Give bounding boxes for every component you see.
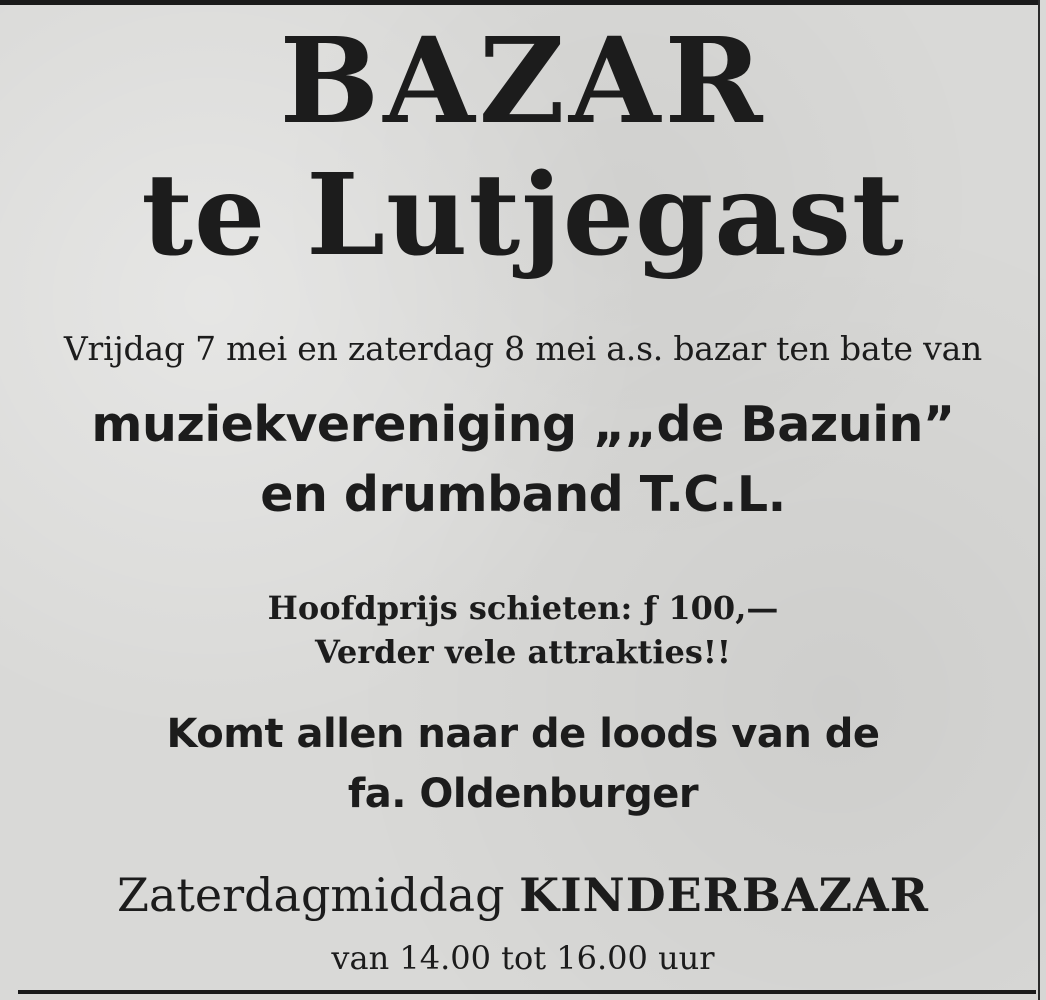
top-border-rule [0, 0, 1038, 5]
event-dates: Vrijdag 7 mei en zaterdag 8 mei a.s. bazar ten bate van [63, 329, 983, 368]
organization-drumband: en drumband T.C.L. [260, 466, 786, 523]
attractions: Verder vele attrakties!! [315, 633, 731, 671]
venue-company: fa. Oldenburger [347, 771, 699, 817]
invitation-line: Komt allen naar de loods van de [166, 711, 880, 757]
kinderbazar-prefix: Zaterdagmiddag [117, 868, 520, 922]
kinderbazar-hours: van 14.00 tot 16.00 uur [331, 939, 715, 977]
organization-music-club: muziekvereniging „„de Bazuin” [91, 396, 955, 453]
kinderbazar-heading [0, 868, 1046, 922]
title-location: te Lutjegast [141, 150, 905, 281]
bottom-border-rule [18, 990, 1036, 994]
title-bazar: BAZAR [279, 11, 767, 150]
main-prize: Hoofdprijs schieten: ƒ 100,— [267, 589, 779, 627]
kinderbazar-title: KINDERBAZAR [519, 868, 929, 922]
